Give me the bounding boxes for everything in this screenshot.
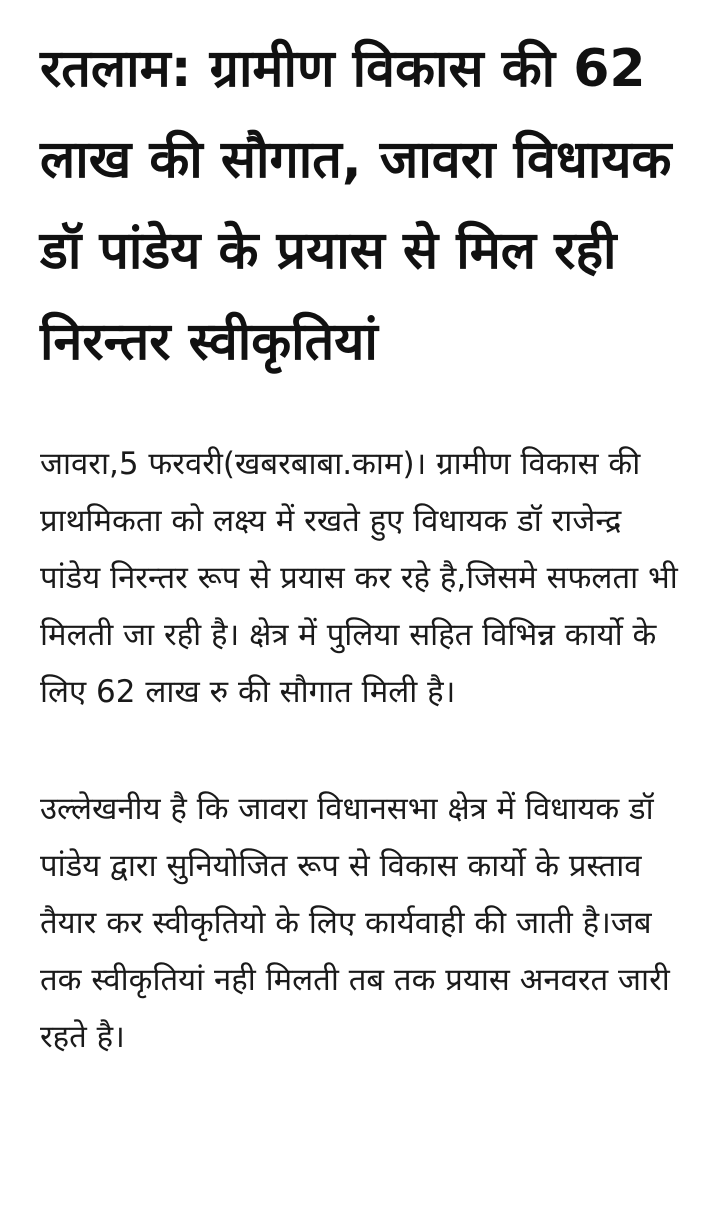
news-article [40,24,690,1066]
article-headline: रतलाम: ग्रामीण विकास की 62 लाख की सौगात, जावरा विधायक डॉ पांडेय के प्रयास से मिल रही निरन्तर स्वीकृतियां [40,39,672,372]
article-paragraph-2: उल्लेखनीय है कि जावरा विधानसभा क्षेत्र में विधायक डॉ पांडेय द्वारा सुनियोजित रूप से विकास कार्यो के प्रस्ताव तैयार कर स्वीकृतियो के लिए कार्यवाही की जाती है।जब तक स्वीकृतियां नही मिलती तब तक प्रयास अनवरत जारी रहते है। [40,791,670,1055]
article-paragraph-1: जावरा,5 फरवरी(खबरबाबा.काम)। ग्रामीण विकास की प्राथमिकता को लक्ष्य में रखते हुए विधायक डॉ राजेन्द्र पांडेय निरन्तर रूप से प्रयास कर रहे है,जिसमे सफलता भी मिलती जा रही है। क्षेत्र में पुलिया सहित विभिन्न कार्यो के लिए 62 लाख रु की सौगात मिली है। [40,446,678,710]
